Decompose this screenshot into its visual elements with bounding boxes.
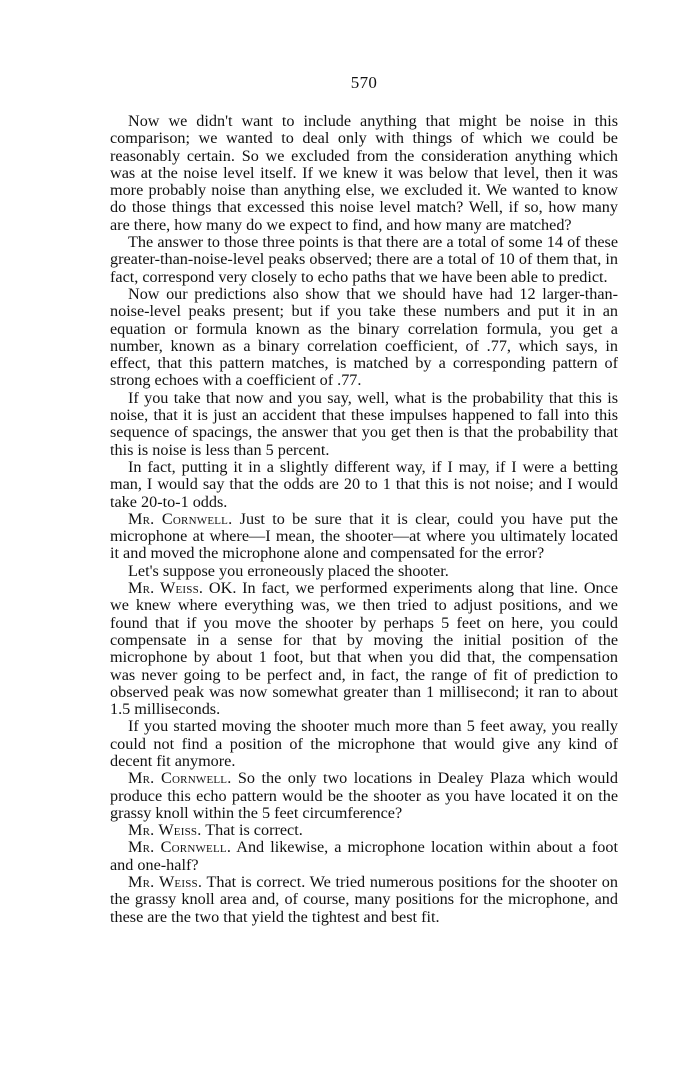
speaker-name: Mr. Weiss. — [128, 873, 203, 892]
speaker-name: Mr. Weiss. — [128, 821, 202, 840]
paragraph-12 — [110, 839, 618, 874]
paragraph-4 — [110, 390, 618, 459]
paragraph-text: So the only two locations in Dealey Plaza which would produce this echo pattern would be the shooter as you have located it on the grassy knoll within the 5 feet circumference? — [110, 769, 618, 822]
speaker-name: Mr. Cornwell. — [128, 838, 232, 857]
paragraph-text: Just to be sure that it is clear, could you have put the microphone at where—I mean, the shooter—at where you ultimately located it and moved the microphone alone and compensated for the error? — [110, 509, 618, 563]
paragraph-13 — [110, 874, 618, 926]
paragraph-text: Now we didn't want to include anything that might be noise in this comparison; we wanted to deal only with things of which we could be reasonably certain. So we excluded from the consideration anything which was at the noise level itself. If we knew it was below that level, then it was more probably noise than anything else, we excluded it. We wanted to know do those things that excessed this noise level match? Well, if so, how many are there, how many do we expect to find, and how many are matched? — [110, 112, 618, 234]
document-page — [110, 73, 618, 926]
paragraph-text: If you take that now and you say, well, what is the probability that this is noise, that it is just an accident that these impulses happened to fall into this sequence of spacings, the answer that you get then is that the probability that this is noise is less than 5 percent. — [110, 388, 618, 459]
paragraph-text: In fact, putting it in a slightly different way, if I may, if I were a betting man, I would say that the odds are 20 to 1 that this is not noise; and I would take 20-to-1 odds. — [110, 457, 618, 511]
paragraph-text: That is correct. — [201, 821, 303, 840]
paragraph-11 — [110, 822, 618, 839]
page-number: 570 — [350, 73, 378, 92]
speaker-name: Mr. Cornwell. — [128, 509, 233, 528]
paragraph-text: And likewise, a microphone location within about a foot and one-half? — [110, 838, 618, 874]
paragraph-10 — [110, 770, 618, 822]
paragraph-8 — [110, 580, 618, 718]
paragraph-text: If you started moving the shooter much more than 5 feet away, you really could not find a position of the microphone that would give any kind of decent fit anymore. — [110, 717, 618, 770]
paragraph-2 — [110, 234, 618, 286]
paragraph-text: Let's suppose you erroneously placed the shooter. — [128, 561, 449, 580]
paragraph-1 — [110, 113, 618, 234]
paragraph-3 — [110, 286, 618, 390]
speaker-name: Mr. Weiss. — [128, 579, 204, 598]
paragraph-text: The answer to those three points is that there are a total of some 14 of these greater-than-noise-level peaks observed; there are a total of 10 of them that, in fact, correspond very closely to echo paths that we have been able to predict. — [110, 233, 618, 286]
paragraph-text: That is correct. We tried numerous positions for the shooter on the grassy knoll area and, of course, many positions for the microphone, and these are the two that yield the tightest and best fit. — [110, 873, 618, 926]
paragraph-text: OK. In fact, we performed experiments along that line. Once we knew where everything was, we then tried to adjust positions, and we found that if you move the shooter by perhaps 5 feet on here, you could compensate in a sense for that by moving the initial position of the microphone by about 1 foot, but that when you did that, the compensation was never going to be perfect and, in fact, the range of fit of prediction to observed peak was now somewhat greater than 1 millisecond; it ran to about 1.5 milliseconds. — [110, 579, 618, 719]
paragraph-6 — [110, 511, 618, 563]
speaker-name: Mr. Cornwell. — [128, 769, 232, 788]
paragraph-7 — [110, 563, 618, 580]
paragraph-5 — [110, 459, 618, 511]
paragraph-9 — [110, 718, 618, 770]
paragraph-text: Now our predictions also show that we should have had 12 larger-than-noise-level peaks present; but if you take these numbers and put it in an equation or formula known as the binary correlation formula, you get a number, known as a binary correlation coefficient, of .77, which says, in effect, that this pattern matches, is matched by a corresponding pattern of strong echoes with a coefficient of .77. — [110, 284, 618, 390]
